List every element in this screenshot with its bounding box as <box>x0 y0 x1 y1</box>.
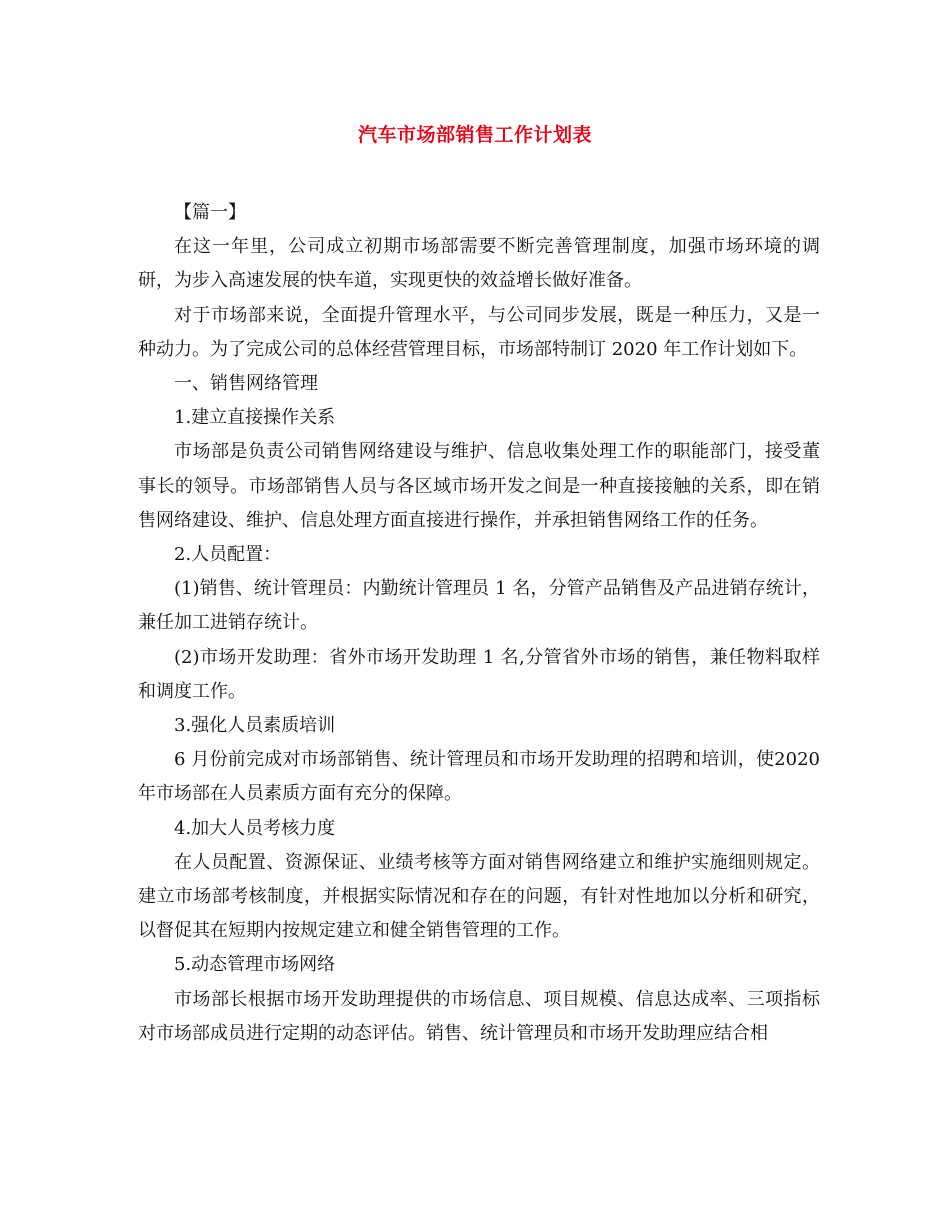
paragraph-staffing-2: (2)市场开发助理：省外市场开发助理 1 名,分管省外市场的销售，兼任物料取样和调度工作。 <box>138 646 820 702</box>
paragraph-assessment: 在人员配置、资源保证、业绩考核等方面对销售网络建立和维护实施细则规定。建立市场部考核制度，并根据实际情况和存在的问题，有针对性地加以分析和研究，以督促其在短期内按规定建立和健全销售管理的工作。 <box>138 851 820 942</box>
heading-sales-network: 一、销售网络管理 <box>174 373 318 395</box>
subheading-assessment: 4.加大人员考核力度 <box>174 817 336 839</box>
subheading-staffing: 2.人员配置： <box>174 544 282 566</box>
document-title: 汽车市场部销售工作计划表 <box>357 124 592 146</box>
document-body <box>138 196 820 1051</box>
subheading-dynamic-management: 5.动态管理市场网络 <box>174 954 336 976</box>
paragraph-direct-operation: 市场部是负责公司销售网络建设与维护、信息收集处理工作的职能部门，接受董事长的领导。市场部销售人员与各区域市场开发之间是一种直接接触的关系，即在销售网络建设、维护、信息处理方面直接进行操作，并承担销售网络工作的任务。 <box>138 441 820 531</box>
paragraph-staffing-1: (1)销售、统计管理员：内勤统计管理员 1 名，分管产品销售及产品进销存统计，兼任加工进销存统计。 <box>138 578 820 634</box>
paragraph-dynamic-management: 市场部长根据市场开发助理提供的市场信息、项目规模、信息达成率、三项指标对市场部成员进行定期的动态评估。销售、统计管理员和市场开发助理应结合相 <box>138 988 820 1044</box>
paragraph-goal: 对于市场部来说，全面提升管理水平，与公司同步发展，既是一种压力，又是一种动力。为了完成公司的总体经营管理目标，市场部特制订 2020 年工作计划如下。 <box>138 304 820 360</box>
section-label: 【篇一】 <box>174 202 246 223</box>
subheading-direct-operation: 1.建立直接操作关系 <box>174 407 336 429</box>
subheading-training: 3.强化人员素质培训 <box>174 715 336 737</box>
paragraph-intro: 在这一年里，公司成立初期市场部需要不断完善管理制度，加强市场环境的调研，为步入高速发展的快车道，实现更快的效益增长做好准备。 <box>138 236 820 292</box>
paragraph-training: 6 月份前完成对市场部销售、统计管理员和市场开发助理的招聘和培训，使2020 年市场部在人员素质方面有充分的保障。 <box>138 749 820 805</box>
